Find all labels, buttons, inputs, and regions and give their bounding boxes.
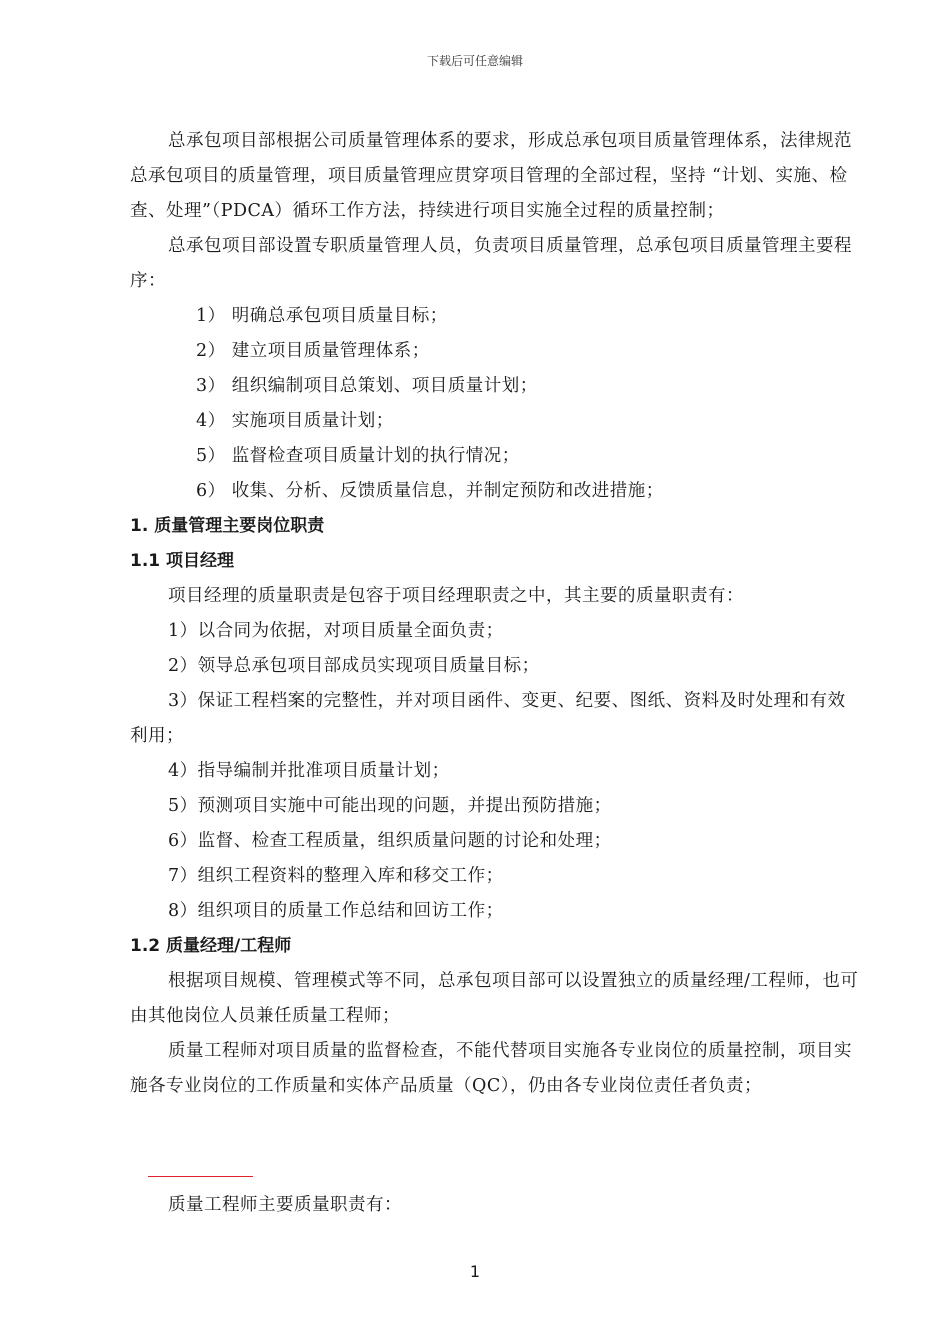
duty-item: 1）以合同为依据，对项目质量全面负责； (168, 621, 504, 641)
duty-item: 2）领导总承包项目部成员实现项目质量目标； (168, 656, 540, 676)
duty-item: 4）指导编制并批准项目质量计划； (168, 761, 450, 781)
section-1-1-heading: 1.1 项目经理 (130, 551, 235, 571)
section-1-2-paragraph-1: 根据项目规模、管理模式等不同，总承包项目部可以设置独立的质量经理/工程师，也可由其他岗位人员兼任质量工程师； (130, 971, 859, 1026)
section-1-heading: 1. 质量管理主要岗位职责 (130, 516, 325, 536)
duty-item: 3）保证工程档案的完整性，并对项目函件、变更、纪要、图纸、资料及时处理和有效利用； (130, 691, 846, 746)
duty-item: 8）组织项目的质量工作总结和回访工作； (168, 901, 504, 921)
duty-item: 6）监督、检查工程质量，组织质量问题的讨论和处理； (168, 831, 612, 851)
step-item: 5） 监督检查项目质量计划的执行情况； (196, 446, 520, 466)
duty-item: 7）组织工程资料的整理入库和移交工作； (168, 866, 504, 886)
intro-paragraph-2: 总承包项目部设置专职质量管理人员，负责项目质量管理，总承包项目质量管理主要程序： (130, 236, 852, 291)
section-1-1-intro: 项目经理的质量职责是包容于项目经理职责之中，其主要的质量职责有： (168, 586, 744, 606)
step-item: 1） 明确总承包项目质量目标； (196, 306, 448, 326)
section-1-2-paragraph-2: 质量工程师对项目质量的监督检查，不能代替项目实施各专业岗位的质量控制，项目实施各专业岗位的工作质量和实体产品质量（QC），仍由各专业岗位责任者负责； (130, 1041, 852, 1096)
step-item: 3） 组织编制项目总策划、项目质量计划； (196, 376, 538, 396)
step-item: 6） 收集、分析、反馈质量信息，并制定预防和改进措施； (196, 481, 664, 501)
page-header: 下载后可任意编辑 (426, 54, 523, 68)
section-1-2-heading: 1.2 质量经理/工程师 (130, 936, 292, 956)
document-body (130, 124, 860, 1104)
duty-item: 5）预测项目实施中可能出现的问题，并提出预防措施； (168, 796, 612, 816)
footnote-divider (148, 1176, 253, 1177)
footnote-text: 质量工程师主要质量职责有： (168, 1195, 402, 1215)
step-item: 2） 建立项目质量管理体系； (196, 341, 430, 361)
intro-paragraph-1: 总承包项目部根据公司质量管理体系的要求，形成总承包项目质量管理体系，法律规范总承包项目的质量管理，项目质量管理应贯穿项目管理的全部过程，坚持 “计划、实施、检查、处理”（PDCA）循环工作方法，持续进行项目实施全过程的质量控制； (130, 131, 852, 221)
page-number: 1 (469, 1262, 481, 1281)
step-item: 4） 实施项目质量计划； (196, 411, 394, 431)
